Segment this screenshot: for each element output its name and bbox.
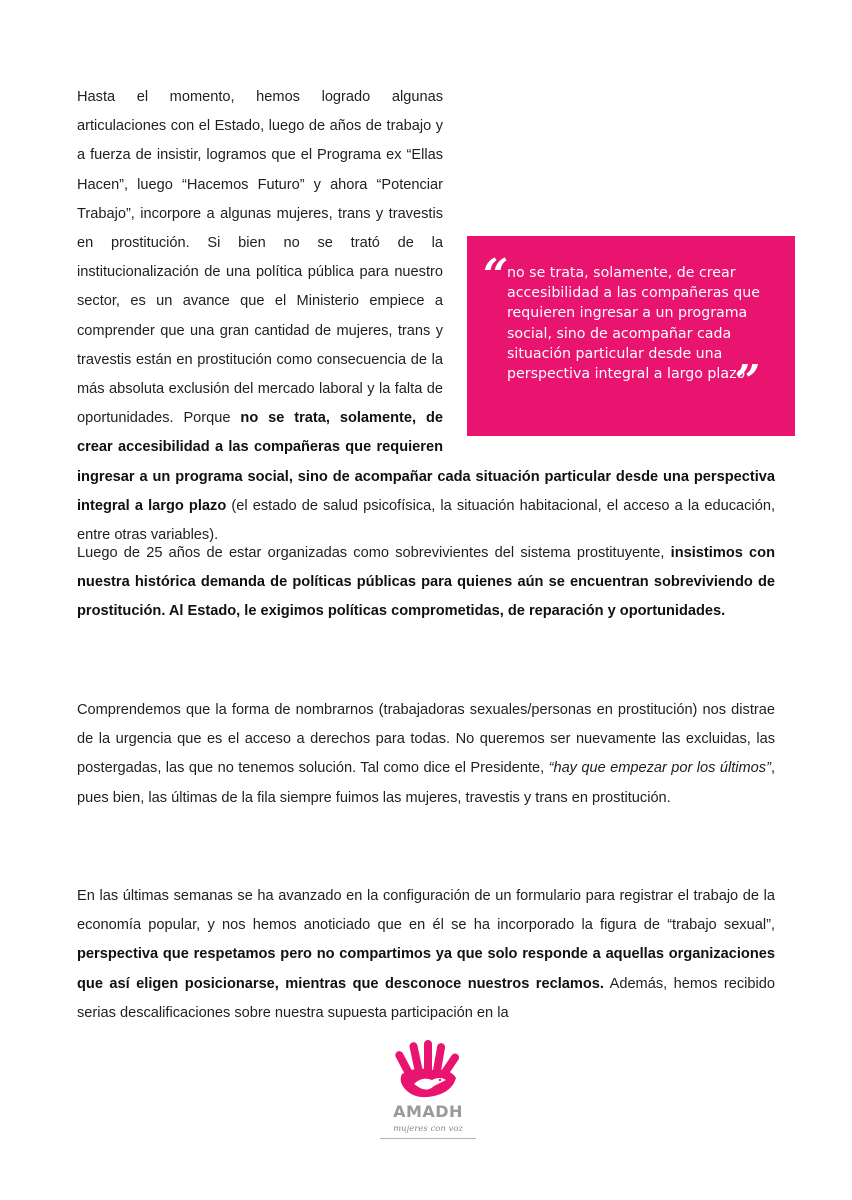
paragraph-bold-text: insistimos con nuestra histórica demanda de políticas públicas para quienes aún se encuentran sobreviviendo de prostitución. Al Estado, le exigimos políticas comprometidas, de reparación y oportunidades.: [77, 545, 775, 620]
paragraph-demanda: [77, 539, 775, 627]
paragraph-italic-quote: “hay que empezar por los últimos”: [548, 760, 771, 777]
close-quote-mark: ”: [735, 356, 761, 407]
paragraph-text: , pues bien, las últimas de la fila siempre fuimos las mujeres, travestis y trans en prostitución.: [77, 760, 775, 806]
logo-underline: [380, 1138, 476, 1139]
paragraph-text: Luego de 25 años de estar organizadas como sobrevivientes del sistema prostituyente,: [77, 545, 671, 561]
pull-quote: [467, 236, 795, 436]
paragraph-bold-text: no se trata, solamente, de crear accesibilidad a las compañeras que requieren ingresar a un programa social, sino de acompañar cada situación particular desde una perspectiva integral a largo plazo: [77, 410, 775, 514]
logo-tagline: mujeres con voz: [393, 1124, 463, 1134]
amadh-logo: [372, 1040, 484, 1150]
paragraph-text: Hasta el momento, hemos logrado algunas articulaciones con el Estado, luego de años de trabajo y a fuerza de insistir, logramos que el Programa ex “Ellas Hacen”, luego “Hacemos Futuro” y ahora “Potenciar Trabajo”, incorpore a algunas mujeres, trans y travestis en prostitución. Si bien no se trató de la institucionalización de una política pública para nuestro sector, es un avance que el Ministerio empiece a comprender que una gran cantidad de mujeres, trans y travestis están en prostitución como consecuencia de la más absoluta exclusión del mercado laboral y la falta de oportunidades. Porque: [77, 89, 443, 427]
logo-name: AMADH: [393, 1102, 463, 1121]
paragraph-nombrarnos: [77, 696, 775, 813]
open-quote-mark: “: [483, 250, 509, 301]
paragraph-text: Comprendemos que la forma de nombrarnos (trabajadoras sexuales/personas en prostitución) nos distrae de la urgencia que es el acceso a derechos para todas. No queremos ser nuevamente las excluidas, las postergadas, las que no tenemos solución. Tal como dice el Presidente,: [77, 702, 775, 777]
pull-quote-text: no se trata, solamente, de crear accesibilidad a las compañeras que requieren ingresar a un programa social, sino de acompañar cada situación particular desde una perspectiva integral a largo plazo: [507, 265, 761, 383]
paragraph-bold-text: perspectiva que respetamos pero no compartimos ya que solo responde a aquellas organizaciones que así eligen posicionarse, mientras que desconoce nuestros reclamos.: [77, 946, 775, 992]
paragraph-text: (el estado de salud psicofísica, la situación habitacional, el acceso a la educación, entre otras variables).: [77, 497, 775, 544]
hand-dove-icon: [372, 1040, 484, 1104]
paragraph-formulario: [77, 882, 775, 1028]
paragraph-text: Además, hemos recibido serias descalificaciones sobre nuestra supuesta participación en la: [77, 975, 776, 1021]
paragraph-text: En las últimas semanas se ha avanzado en la configuración de un formulario para registrar el trabajo de la economía popular, y nos hemos anoticiado que en él se ha incorporado la figura de “trabajo sexual”,: [77, 888, 775, 934]
